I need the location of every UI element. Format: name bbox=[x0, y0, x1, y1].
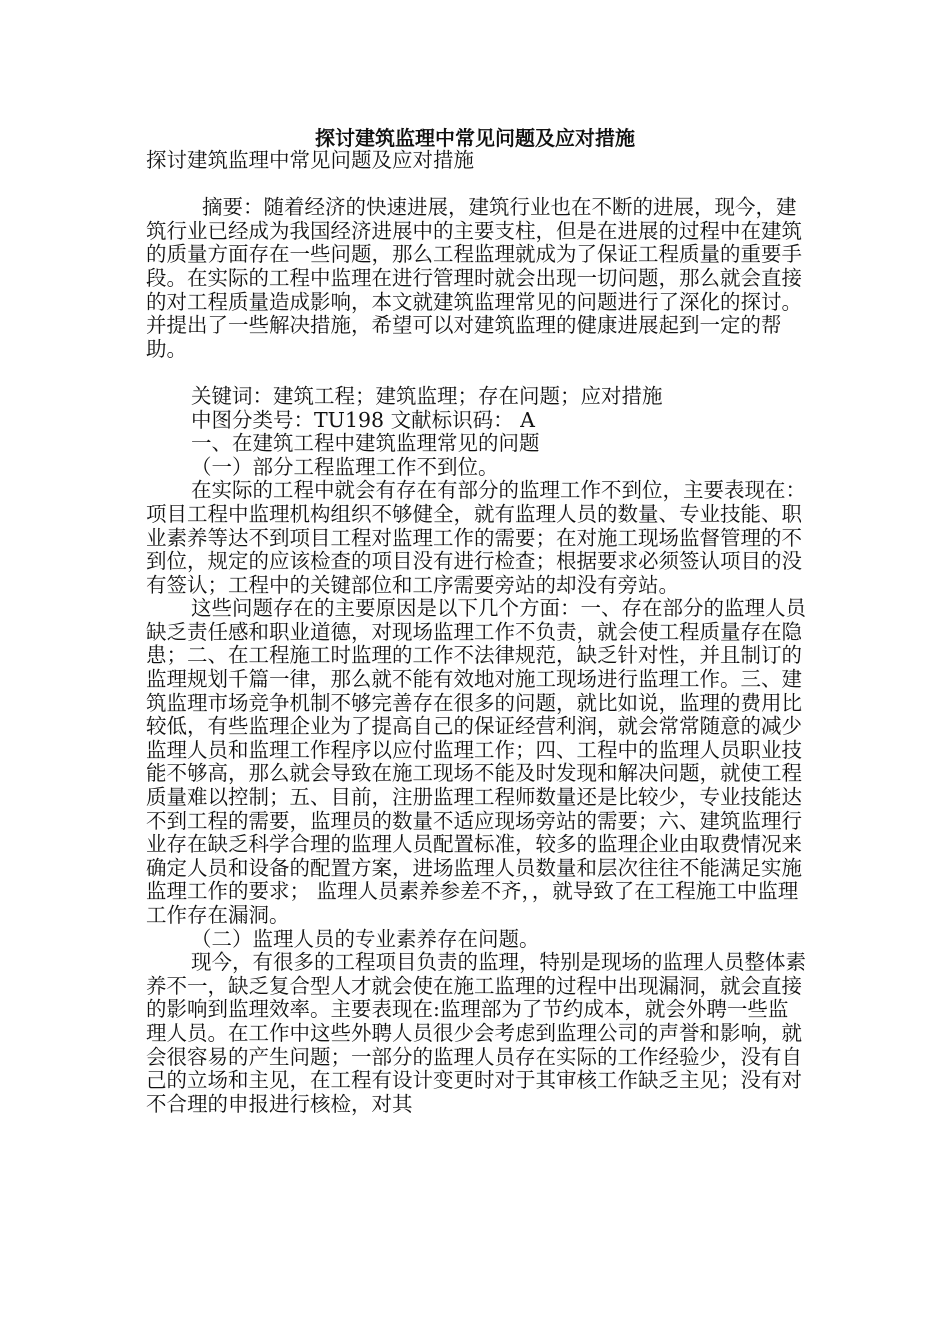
keywords-line: 关键词：建筑工程；建筑监理；存在问题；应对措施 bbox=[191, 383, 663, 408]
blank-line bbox=[146, 361, 806, 385]
body-paragraph: 这些问题存在的主要原因是以下几个方面：一、存在部分的监理人员缺乏责任感和职业道德，对现场监理工作不负责，就会使工程质量存在隐患；二、在工程施工时监理的工作不法律规范，缺乏针对性，并且制订的监理规划千篇一律，那么就不能有效地对施工现场进行监理工作。三、建筑监理市场竞争机制不够完善存在很多的问题，就比如说，监理的费用比较低，有些监理企业为了提高自己的保证经营利润，就会常常随意的减少监理人员和监理工作程序以应付监理工作；四、工程中的监理人员职业技能不够高，那么就会导致在施工现场不能及时发现和解决问题，就使工程质量难以控制；五、目前，注册监理工程师数量还是比较少，专业技能达不到工程的需要，监理员的数量不适应现场旁站的需要；六、建筑监理行业存在缺乏科学合理的监理人员配置标准，较多的监理企业由取费情况来确定人员和设备的配置方案，进场监理人员数量和层次往往不能满足实施监理工作的要求； 监理人员素养参差不齐，，就导致了在工程施工中监理工作存在漏洞。 bbox=[146, 596, 806, 927]
classification-line: 中图分类号：TU198 文献标识码： A bbox=[191, 407, 535, 432]
abstract-paragraph: 摘要：随着经济的快速进展，建筑行业也在不断的进展，现今，建筑行业已经成为我国经济进展中的主要支柱，但是在进展的过程中在建筑的质量方面存在一些问题，那么工程监理就成为了保证工程质量的重要手段。在实际的工程中监理在进行管理时就会出现一切问题，那么就会直接的对工程质量造成影响，本文就建筑监理常见的问题进行了深化的探讨。并提出了一些解决措施，希望可以对建筑监理的健康进展起到一定的帮助。 bbox=[146, 195, 802, 361]
body-paragraph: 在实际的工程中就会有存在有部分的监理工作不到位，主要表现在：项目工程中监理机构组织不够健全，就有监理人员的数量、专业技能、职业素养等达不到项目工程对监理工作的需要；在对施工现场监督管理的不到位，规定的应该检查的项目没有进行检查；根据要求必须签认项目的没有签认；工程中的关键部位和工序需要旁站的却没有旁站。 bbox=[146, 478, 806, 597]
blank-line bbox=[146, 173, 806, 197]
document-subtitle: 探讨建筑监理中常见问题及应对措施 bbox=[146, 148, 474, 172]
subsection-heading: （一）部分工程监理工作不到位。 bbox=[191, 454, 499, 479]
document-title: 探讨建筑监理中常见问题及应对措施 bbox=[315, 126, 635, 150]
body-paragraph: 现今，有很多的工程项目负责的监理，特别是现场的监理人员整体素养不一，缺乏复合型人才就会使在施工监理的过程中出现漏洞，就会直接的影响到监理效率。主要表现在:监理部为了节约成本，就会外聘一些监理人员。在工作中这些外聘人员很少会考虑到监理公司的声誉和影响，就会很容易的产生问题；一部分的监理人员存在实际的工作经验少，没有自己的立场和主见，在工程有设计变更时对于其审核工作缺乏主见；没有对不合理的申报进行核检，对其 bbox=[146, 950, 806, 1116]
document-body bbox=[146, 149, 806, 1116]
section-heading: 一、在建筑工程中建筑监理常见的问题 bbox=[191, 431, 540, 456]
subsection-heading: （二）监理人员的专业素养存在问题。 bbox=[191, 926, 540, 951]
